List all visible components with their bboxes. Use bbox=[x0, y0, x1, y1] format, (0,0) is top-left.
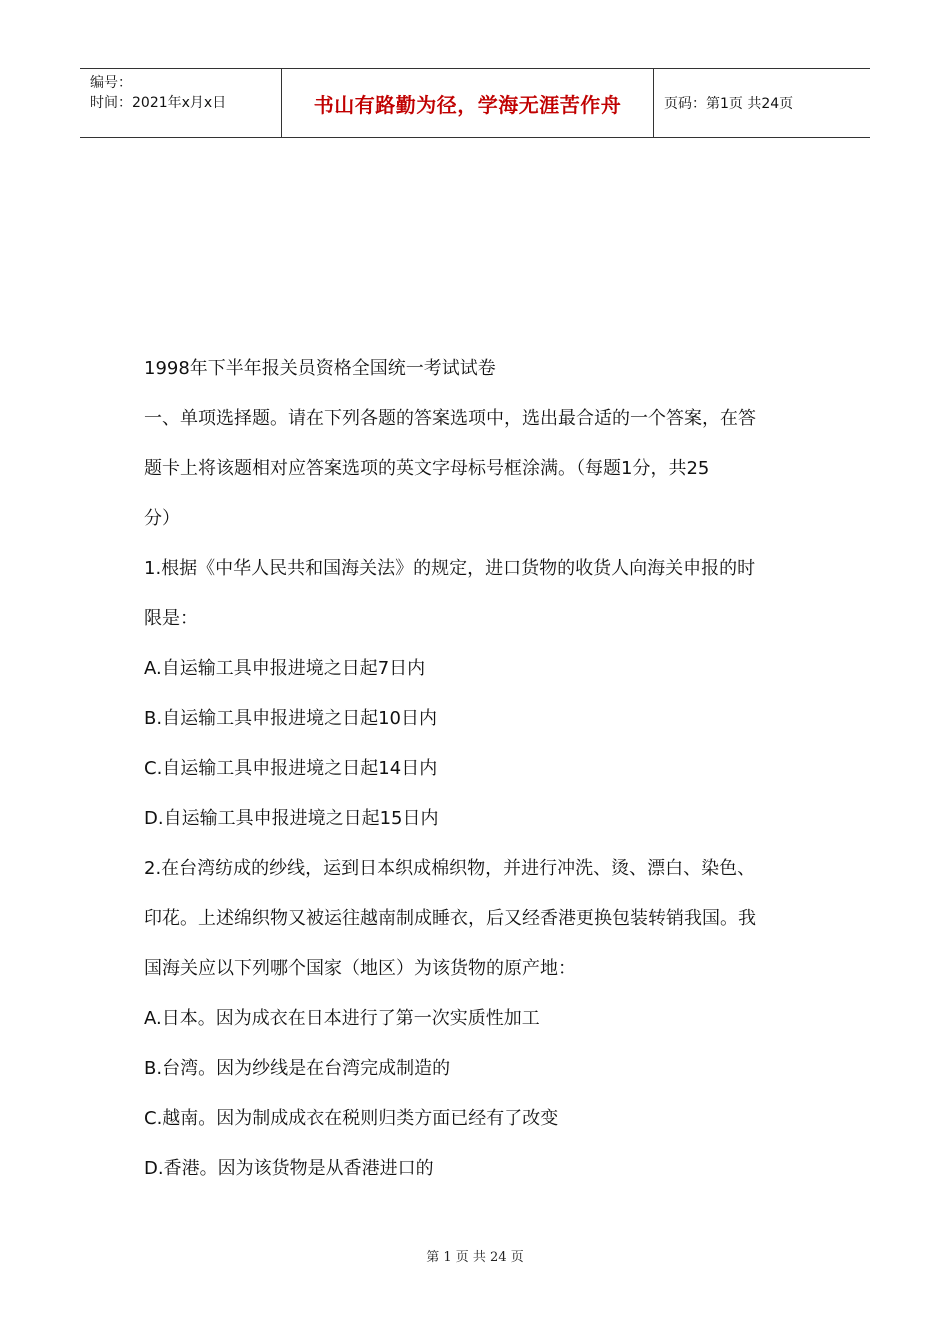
question-1-option-a: A.自运输工具申报进境之日起7日内 bbox=[144, 658, 426, 679]
question-2-option-c: C.越南。因为制成成衣在税则归类方面已经有了改变 bbox=[144, 1108, 559, 1129]
date-label: 时间：2021年x月x日 bbox=[90, 95, 227, 111]
header-page-info: 页码：第1页 共24页 bbox=[664, 96, 794, 112]
serial-label: 编号： bbox=[90, 75, 132, 91]
question-1-option-c: C.自运输工具申报进境之日起14日内 bbox=[144, 758, 438, 779]
question-2-option-a: A.日本。因为成衣在日本进行了第一次实质性加工 bbox=[144, 1008, 540, 1029]
question-2-text: 国海关应以下列哪个国家（地区）为该货物的原产地： bbox=[144, 958, 576, 979]
header-meta bbox=[80, 69, 282, 137]
section-instruction-line: 题卡上将该题相对应答案选项的英文字母标号框涂满。（每题1分，共25 bbox=[144, 458, 710, 479]
question-1-option-d: D.自运输工具申报进境之日起15日内 bbox=[144, 808, 439, 829]
page-header bbox=[80, 68, 870, 138]
question-1-option-b: B.自运输工具申报进境之日起10日内 bbox=[144, 708, 437, 729]
question-1-text: 1.根据《中华人民共和国海关法》的规定，进口货物的收货人向海关申报的时 bbox=[144, 558, 756, 579]
section-instruction-line: 一、单项选择题。请在下列各题的答案选项中，选出最合适的一个答案，在答 bbox=[144, 408, 756, 429]
document-body bbox=[144, 344, 804, 1194]
question-2-option-b: B.台湾。因为纱线是在台湾完成制造的 bbox=[144, 1058, 451, 1079]
question-2-text: 印花。上述绵织物又被运往越南制成睡衣，后又经香港更换包装转销我国。我 bbox=[144, 908, 756, 929]
section-instruction-line: 分） bbox=[144, 508, 180, 529]
question-2-option-d: D.香港。因为该货物是从香港进口的 bbox=[144, 1158, 434, 1179]
doc-title: 1998年下半年报关员资格全国统一考试试卷 bbox=[144, 358, 496, 379]
header-motto: 书山有路勤为径，学海无涯苦作舟 bbox=[282, 69, 654, 137]
question-2-text: 2.在台湾纺成的纱线，运到日本织成棉织物，并进行冲洗、烫、漂白、染色、 bbox=[144, 858, 756, 879]
question-1-text: 限是： bbox=[144, 608, 198, 629]
page-footer: 第 1 页 共 24 页 bbox=[426, 1250, 524, 1265]
